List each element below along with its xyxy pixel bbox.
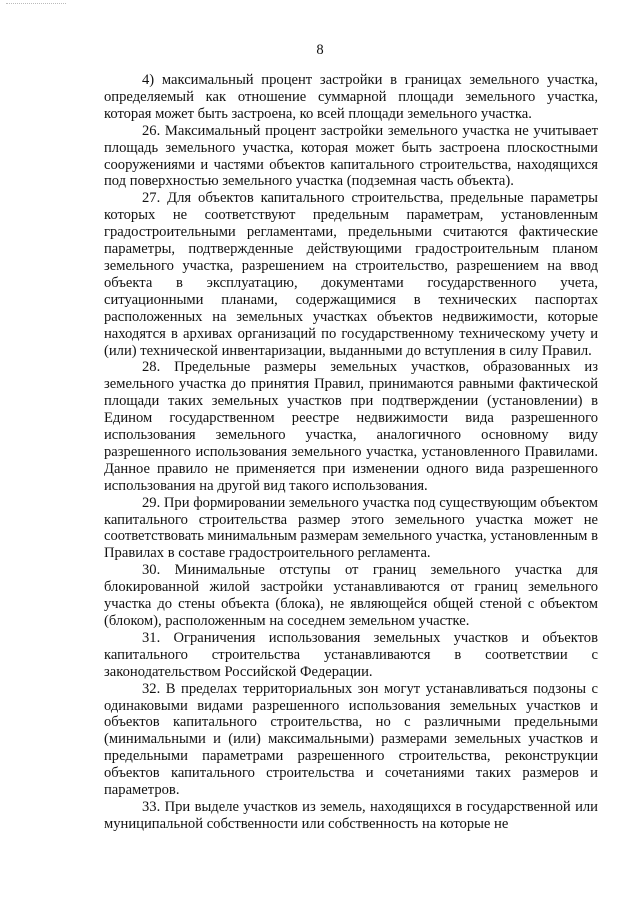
paragraph-26: 26. Максимальный процент застройки земельного участка не учитывает площадь земельного участка, которая может быть застроена плоскостными сооружениями и частями объектов капитального строительства, находящихся под поверхностью земельного участка (подземная часть объекта). <box>104 122 598 190</box>
paragraph-30: 30. Минимальные отступы от границ земельного участка для блокированной жилой застройки устанавливаются от границ земельного участка до стены объекта (блока), не являющейся общей стеной с объектом (блоком), расположенным на соседнем земельном участке. <box>104 562 598 629</box>
paragraph-item-4: 4) максимальный процент застройки в границах земельного участка, определяемый как отношение суммарной площади земельного участка, которая может быть застроена, ко всей площади земельного участка. <box>104 72 598 122</box>
paragraph-33: 33. При выделе участков из земель, находящихся в государственной или муниципальной собственности или собственность на которые не <box>104 798 598 832</box>
scan-header-mark <box>6 3 66 7</box>
paragraph-28: 28. Предельные размеры земельных участков, образованных из земельного участка до принятия Правил, принимаются равными фактической площади таких земельных участков при подтверждении (установлении) в Едином государственном реестре недвижимости вида разрешенного использования земельного участка, аналогичного основному виду разрешенного использования земельного участка, установленного Правилами. Данное правило не применяется при изменении одного вида разрешенного использования на другой вид такого использования. <box>104 359 598 494</box>
paragraph-31: 31. Ограничения использования земельных участков и объектов капитального строительства устанавливаются в соответствии с законодательством Российской Федерации. <box>104 629 598 680</box>
page-number: 8 <box>316 42 324 58</box>
paragraph-29: 29. При формировании земельного участка под существующим объектом капитального строительства размер этого земельного участка может не соответствовать минимальным размерам земельного участка, установленным в Правилах в составе градостроительного регламента. <box>104 494 598 562</box>
paragraph-27: 27. Для объектов капитального строительства, предельные параметры которых не соответствуют предельным параметрам, установленным градостроительными регламентами, предельными считаются фактические параметры, подтвержденные действующими градостроительным планом земельного участка, разрешением на строительство, разрешением на ввод объекта в эксплуатацию, документами государственного учета, ситуационными планами, содержащимися в технических паспортах расположенных на земельных участках объектов недвижимости, которые находятся в архивах организаций по государственному техническому учету и (или) технической инвентаризации, выданными до вступления в силу Правил. <box>104 190 598 359</box>
paragraph-32: 32. В пределах территориальных зон могут устанавливаться подзоны с одинаковыми видами разрешенного использования земельных участков и объектов капитального строительства, но с различными предельными (минимальными и (или) максимальными) размерами земельных участков и предельными параметрами разрешенного строительства, реконструкции объектов капитального строительства и сочетаниями таких размеров и параметров. <box>104 680 598 799</box>
document-body <box>104 72 598 833</box>
